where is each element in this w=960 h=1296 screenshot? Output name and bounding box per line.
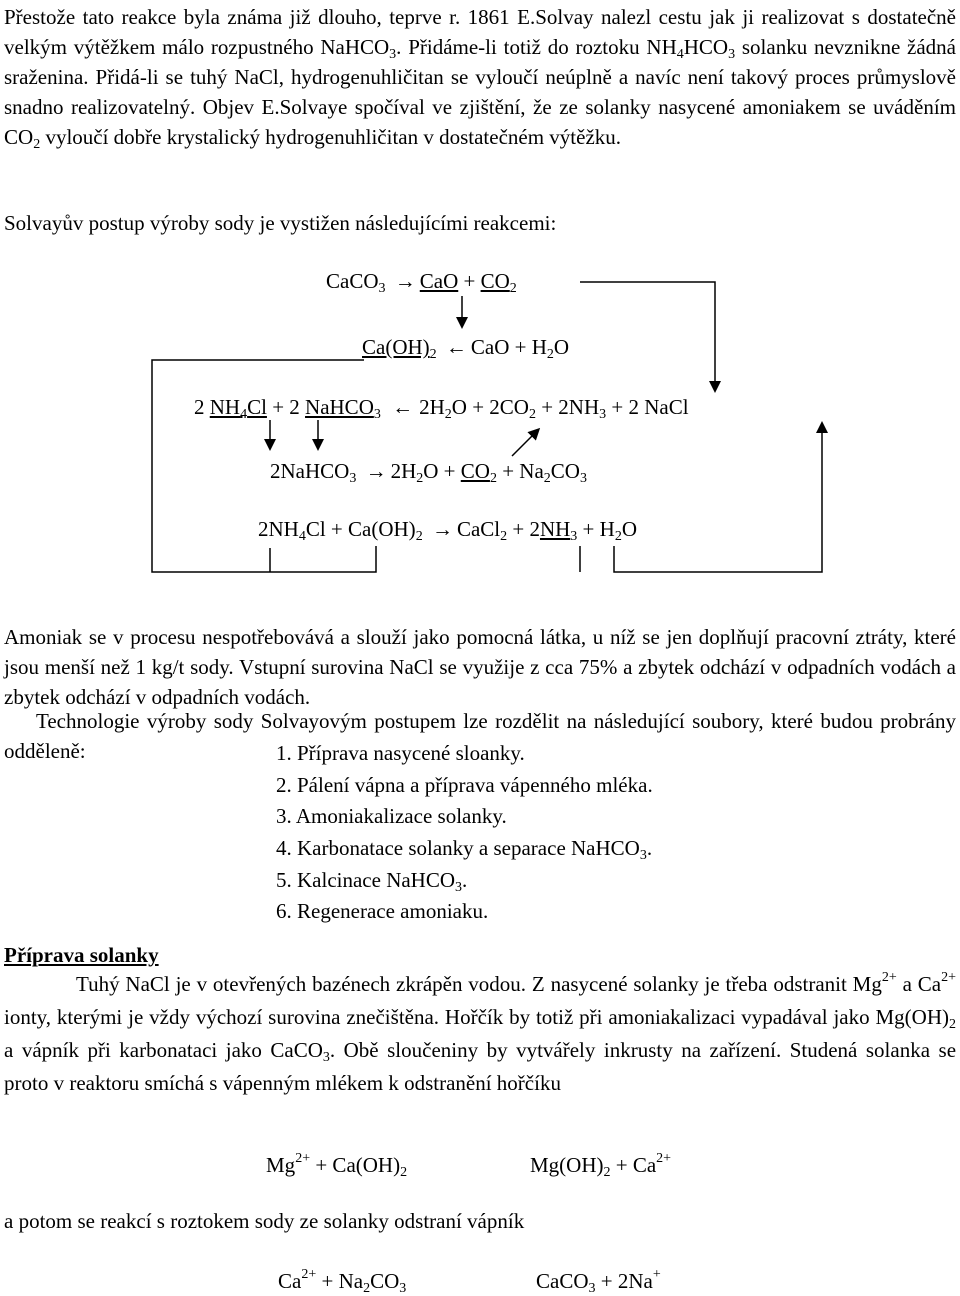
list-item: 2. Pálení vápna a příprava vápenného mléka. xyxy=(276,772,653,797)
reaction-3: 2 $NH_4Cl + 2$ NaHCO$_3$ ← $2H_2O + 2CO_2 + 2NH_3 + 2$ NaCl xyxy=(194,395,689,422)
reaction-4: 2NaHCO$_3$ → $2H_2O + CO_2 + Na_2CO_3$ xyxy=(270,459,587,486)
intro-text-4: solanku nevznikne žádná sraženina. Přidá-li se tuhý NaCl, hydrogenuhličitan se vyloučí neúplně a navíc není takový proces průmyslově snadno realizovatelný. Objev E.Solvaye spočíval ve zjištění, že ze solanky nasycené amoniakem se uváděním CO xyxy=(4,35,957,149)
intro-text-5: vyloučí dobře krystalický hydrogenuhličitan v dostatečném výtěžku. xyxy=(40,125,622,149)
ammonia-paragraph: Amoniak se v procesu nespotřebovává a slouží jako pomocná látka, u níž se jen doplňují pracovní ztráty, které jsou menší než 1 kg/t sody. Vstupní surovina NaCl se využije z cca 75% a zbytek odchází v odpadních vodách a zbytek odchází v odpadních vodách. xyxy=(4,625,956,709)
arrow-co2-loop xyxy=(580,282,715,390)
reaction-5: $2NH_4Cl + Ca(OH)_2$ → CaCl$_2$ + $2NH_3 + H_2O$ xyxy=(258,517,637,544)
list-item: 1. Příprava nasycené sloanky. xyxy=(276,741,525,765)
list-item: 4. Karbonatace solanky a separace NaHCO$_3$. xyxy=(276,836,653,864)
list-item: 6. Regenerace amoniaku. xyxy=(276,899,489,924)
brine-paragraph: Tuhý NaCl je v otevřených bazénech zkrápěn vodou. Z nasycené solanky je třeba odstranit $Mg^{2+}$ a $Ca^{2+}$ ionty, kterými je vždy výchozí surovina znečištěna. Hořčík by totiž při amoniakalizaci vypadával jako $Mg(OH)_2$ a vápník při karbonataci jako CaCO$_3$. Obě sloučeniny by vytvářely inkrusty na zařízení. Studená solanka se proto v reaktoru smíchá s vápenným mlékem k odstranění hořčíku xyxy=(4,970,957,1095)
reaction-1: CaCO$_3$ → CaO + $CO_2$ xyxy=(326,269,517,296)
intro-text-1: Přestože tato reakce byla známa již dlouho, teprve r. 1861 E.Solvay nalezl cestu jak ji realizovat s dostatečně velkým výtěžkem málo rozpustného NaHCO xyxy=(4,5,956,59)
calcium-sentence: a potom se reakcí s roztokem sody ze solanky odstraní vápník xyxy=(4,1209,525,1233)
arrow-co2-up xyxy=(512,430,538,456)
intro-text-3: HCO xyxy=(683,35,729,59)
intro-paragraph: Přestože tato reakce byla známa již dlouho, teprve r. 1861 E.Solvay nalezl cestu jak ji realizovat s dostatečně velkým výtěžkem málo rozpustného NaHCO$_3$. Přidáme-li totiž do roztoku $NH_4HCO_3$ solanku nevznikne žádná sraženina. Přidá-li se tuhý NaCl, hydrogenuhličitan se vyloučí neúplně a navíc není takový proces průmyslově snadno realizovatelný. Objev E.Solvaye spočíval ve zjištění, že ze solanky nasycené amoniakem se uváděním $CO_2$ vyloučí dobře krystalický hydrogenuhličitan v dostatečném výtěžku. xyxy=(4,5,957,152)
arrow-nh3-loop xyxy=(614,424,822,572)
list-item: 5. Kalcinace NaHCO$_3$. xyxy=(276,867,468,895)
technology-paragraph: Technologie výroby sody Solvayovým postupem lze rozdělit na následující soubory, které budou probrány odděleně: xyxy=(4,709,956,763)
intro-text-2: . Přidáme-li totiž do roztoku NH xyxy=(396,35,677,59)
list-item: 3. Amoniakalizace solanky. xyxy=(276,804,507,829)
scheme-intro: Solvayův postup výroby sody je vystižen následujícími reakcemi: xyxy=(4,211,557,235)
steps-list xyxy=(276,738,653,928)
reaction-2: $Ca(OH)_2$ ← CaO + $H_2O$ xyxy=(362,335,570,362)
equation-ca-right: CaCO$_3$ + 2Na+ xyxy=(536,1267,661,1296)
section-heading: Příprava solanky xyxy=(4,943,159,967)
equation-mg-left: $Mg^{2+} + Ca(OH)_2$ xyxy=(266,1151,408,1180)
equation-mg-right: $Mg(OH)_2 + Ca^{2+}$ xyxy=(530,1151,672,1180)
equation-ca-left: $Ca^{2+} + Na_2CO_3$ xyxy=(278,1267,407,1296)
